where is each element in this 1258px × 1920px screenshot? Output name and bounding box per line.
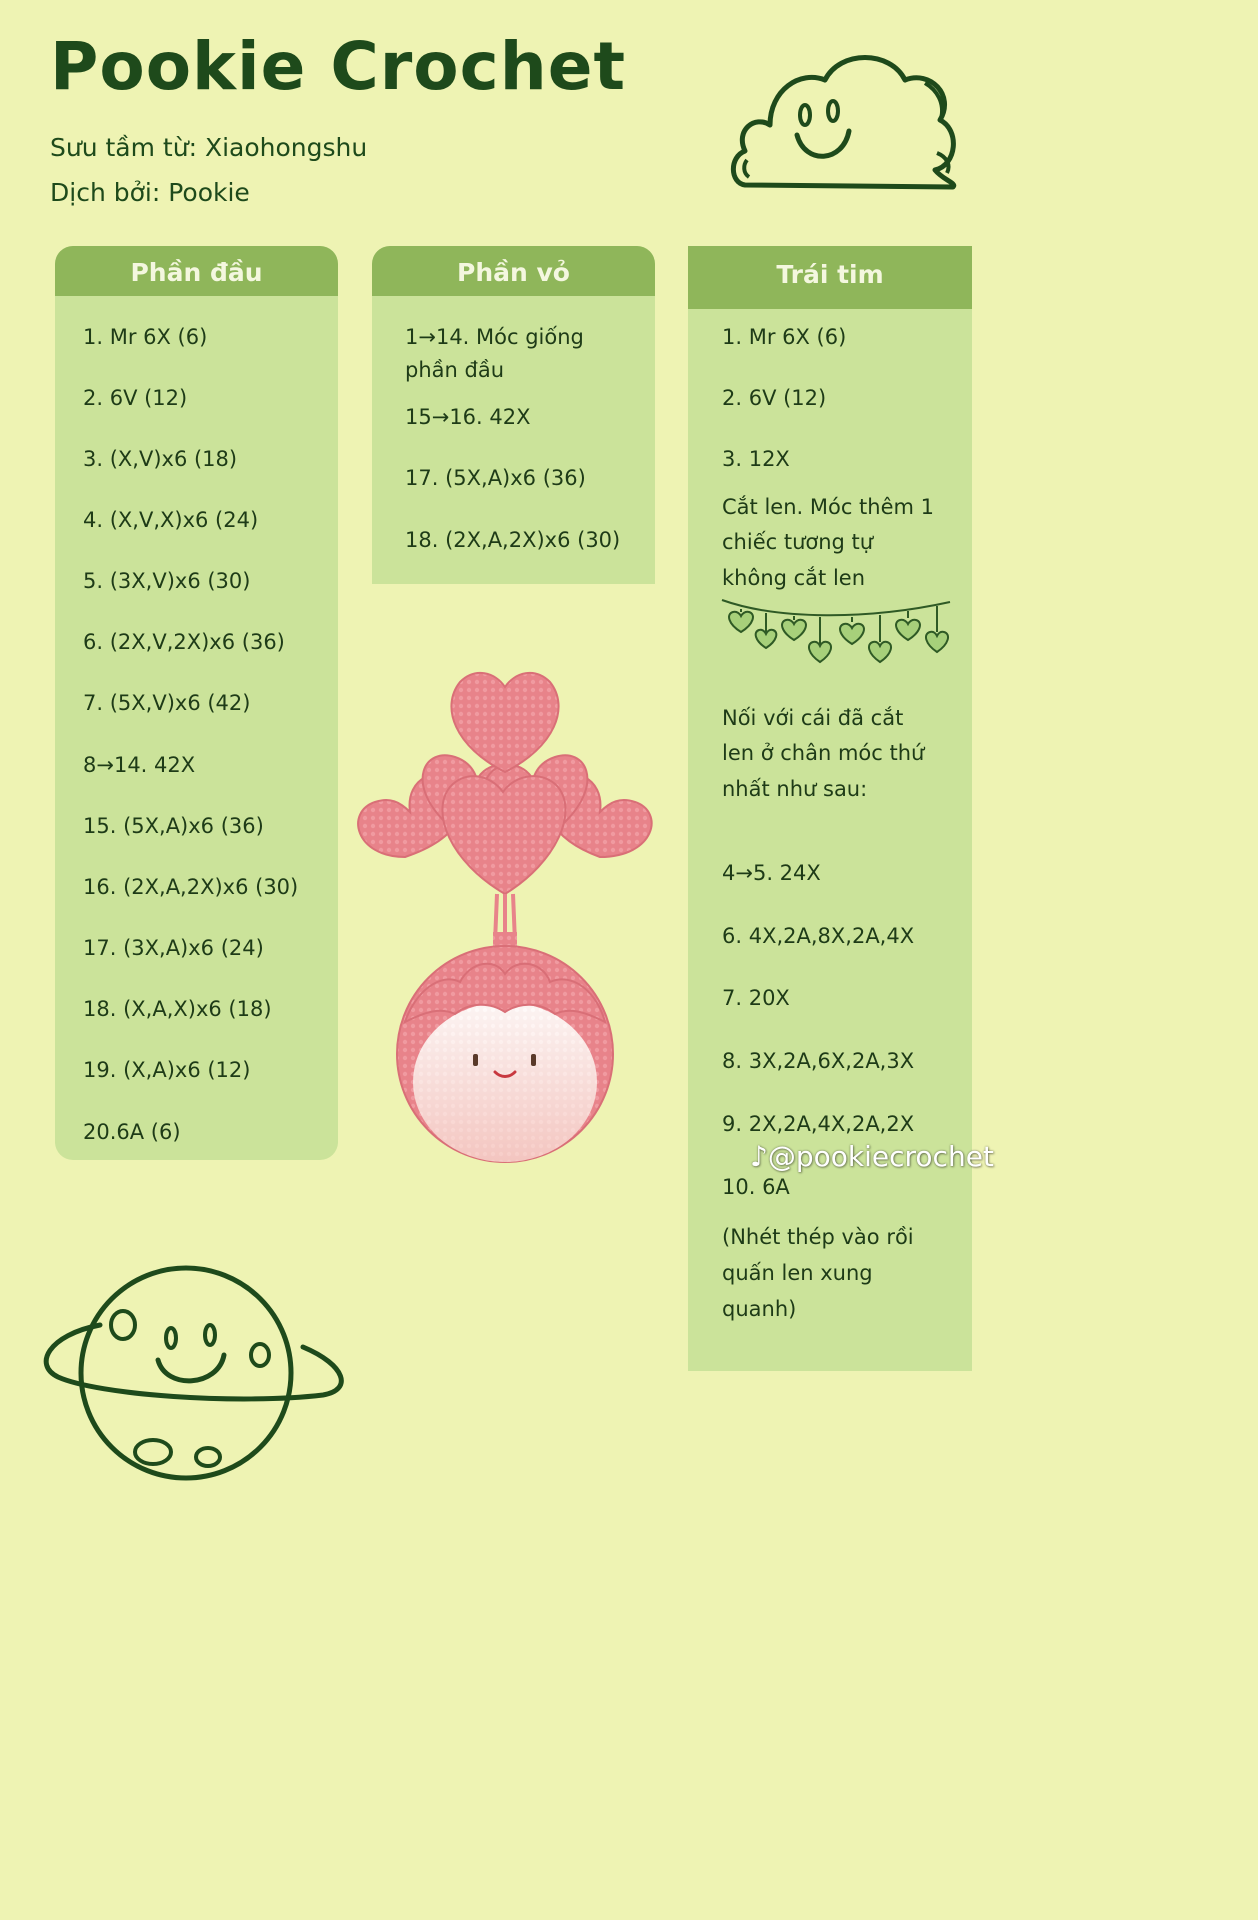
page-title: Pookie Crochet — [50, 28, 627, 105]
head-step: 8→14. 42X — [83, 753, 196, 777]
heart-step: 6. 4X,2A,8X,2A,4X — [722, 924, 915, 948]
head-step: 2. 6V (12) — [83, 386, 188, 410]
heart-step: 7. 20X — [722, 986, 790, 1010]
head-step: 20.6A (6) — [83, 1120, 181, 1144]
head-step: 7. (5X,V)x6 (42) — [83, 691, 251, 715]
tiktok-watermark — [750, 1140, 994, 1173]
heart-note-line: quấn len xung — [722, 1261, 873, 1285]
head-step: 1. Mr 6X (6) — [83, 325, 208, 349]
shell-step: 1→14. Móc giống — [405, 325, 584, 349]
heart-step: 10. 6A — [722, 1175, 790, 1199]
heart-garland-icon — [718, 598, 958, 670]
head-step: 18. (X,A,X)x6 (18) — [83, 997, 272, 1021]
head-step: 6. (2X,V,2X)x6 (36) — [83, 630, 285, 654]
heart-note-line: không cắt len — [722, 566, 866, 590]
heart-step: 1. Mr 6X (6) — [722, 325, 847, 349]
heart-step: 8. 3X,2A,6X,2A,3X — [722, 1049, 915, 1073]
heart-note-line: len ở chân móc thứ — [722, 741, 925, 765]
source-line: Sưu tầm từ: Xiaohongshu — [50, 133, 368, 162]
heart-panel — [688, 246, 972, 1371]
head-step: 19. (X,A)x6 (12) — [83, 1058, 251, 1082]
head-panel-title: Phần đầu — [55, 246, 338, 296]
shell-panel-title: Phần vỏ — [372, 246, 655, 296]
heart-step: 9. 2X,2A,4X,2A,2X — [722, 1112, 915, 1136]
heart-step: 3. 12X — [722, 447, 790, 471]
heart-note-line: Cắt len. Móc thêm 1 — [722, 495, 934, 519]
head-step: 16. (2X,A,2X)x6 (30) — [83, 875, 299, 899]
crochet-heart-balloon-doll-image — [345, 662, 665, 1167]
heart-panel-title: Trái tim — [688, 246, 972, 309]
heart-note-line: Nối với cái đã cắt — [722, 706, 904, 730]
head-step: 5. (3X,V)x6 (30) — [83, 569, 251, 593]
shell-step: 18. (2X,A,2X)x6 (30) — [405, 528, 621, 552]
head-step: 4. (X,V,X)x6 (24) — [83, 508, 259, 532]
head-step: 3. (X,V)x6 (18) — [83, 447, 238, 471]
watermark-handle: @pookiecrochet — [767, 1140, 994, 1173]
planet-smiley-icon — [38, 1255, 348, 1490]
heart-note-line: chiếc tương tự — [722, 530, 874, 554]
heart-note-line: quanh) — [722, 1297, 797, 1321]
shell-step-cont: phần đầu — [405, 358, 505, 382]
shell-step: 15→16. 42X — [405, 405, 531, 429]
heart-note-line: nhất như sau: — [722, 777, 868, 801]
cloud-smiley-icon — [725, 35, 965, 200]
heart-note-line: (Nhét thép vào rồi — [722, 1225, 914, 1249]
heart-step: 4→5. 24X — [722, 861, 821, 885]
head-step: 17. (3X,A)x6 (24) — [83, 936, 264, 960]
heart-step: 2. 6V (12) — [722, 386, 827, 410]
translator-line: Dịch bởi: Pookie — [50, 178, 250, 207]
head-step: 15. (5X,A)x6 (36) — [83, 814, 264, 838]
shell-step: 17. (5X,A)x6 (36) — [405, 466, 586, 490]
tiktok-icon: ♪ — [750, 1140, 768, 1173]
